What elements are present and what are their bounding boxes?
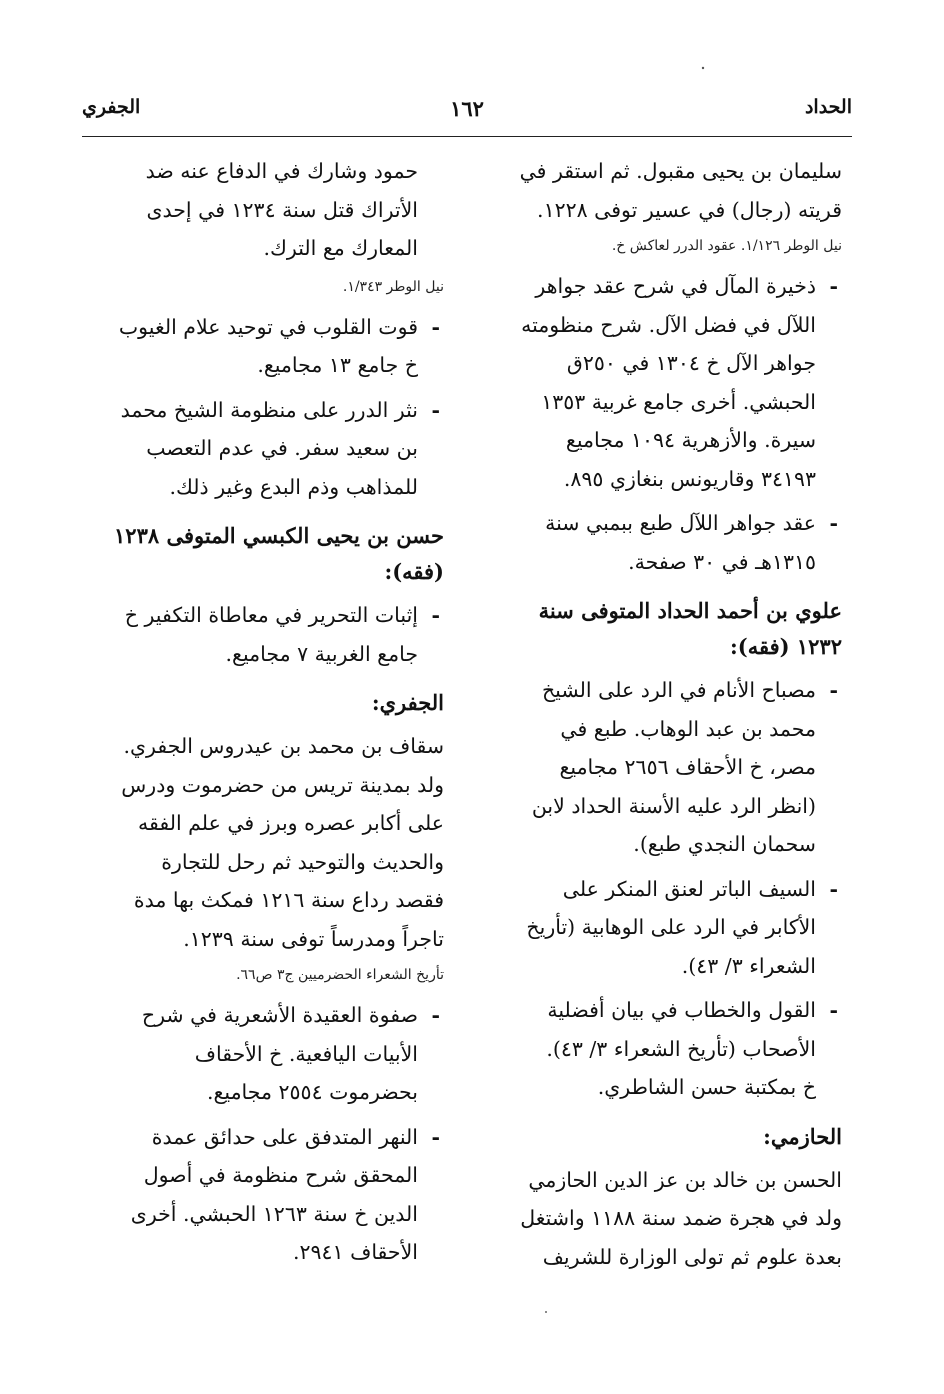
continued-entry bbox=[78, 152, 444, 268]
work-item bbox=[78, 391, 444, 507]
text-line: الحسن بن خالد بن عز الدين الحازمي bbox=[528, 1167, 842, 1192]
text-line: صفوة العقيدة الأشعرية في شرح bbox=[141, 1003, 418, 1027]
biography bbox=[78, 727, 444, 958]
text-line: فقصد رداع سنة ١٢١٦ فمكث بها مدة bbox=[133, 888, 444, 912]
bullet-dash: - bbox=[829, 511, 838, 535]
section-heading: الحازمي: bbox=[763, 1123, 842, 1149]
work-item bbox=[78, 308, 444, 385]
header-left-name: الجفري bbox=[82, 96, 141, 118]
continued-entry bbox=[470, 152, 842, 229]
source-note: نيل الوطر ١/٣٤٣. bbox=[342, 278, 444, 295]
text-line: الأكابر في الرد على الوهابية (تأريخ bbox=[526, 915, 816, 939]
text-line: والحديث والتوحيد ثم رحل للتجارة bbox=[161, 849, 444, 874]
text-line: الشعراء ٣/ ٤٣). bbox=[681, 953, 816, 978]
text-line: الحبشي. أخرى جامع غربية ١٣٥٣ bbox=[541, 389, 816, 414]
text-line: المحقق شرح منظومة في أصول bbox=[143, 1163, 418, 1187]
text-line: النهر المتدفق على حدائق عمدة bbox=[151, 1124, 418, 1149]
bullet-dash: - bbox=[431, 314, 440, 339]
bullet-dash: - bbox=[431, 1003, 440, 1027]
text-line: جواهر الآل خ ١٣٠٤ في ٢٥٠ق bbox=[566, 351, 816, 375]
left-column bbox=[78, 152, 444, 1278]
text-line: الدين خ سنة ١٢٦٣ الحبشي. أخرى bbox=[130, 1201, 418, 1226]
header-right-name: الحداد bbox=[804, 96, 852, 118]
bullet-dash: - bbox=[829, 274, 838, 298]
text-line: ١٣١٥هـ في ٣٠ صفحة. bbox=[628, 549, 816, 574]
heading-line: (فقه): bbox=[384, 559, 444, 584]
work-item bbox=[78, 596, 444, 673]
text-line: ولد في هجرة ضمد سنة ١١٨٨ واشتغل bbox=[520, 1206, 842, 1230]
text-line: السيف الباتر لعنق المنكر على bbox=[562, 876, 816, 901]
header-rule bbox=[82, 136, 852, 137]
work-item bbox=[78, 1118, 444, 1272]
heading-line: حسن بن يحيى الكبسي المتوفى ١٢٣٨ bbox=[114, 523, 444, 548]
source-note: تأريخ الشعراء الحضرميين ج٣ ص٦٦. bbox=[236, 967, 444, 983]
text-line: خ جامع ١٣ مجاميع. bbox=[257, 353, 418, 377]
text-line: قريته (رجال) في عسير توفى ١٢٢٨. bbox=[537, 197, 842, 222]
running-header bbox=[82, 96, 852, 130]
bullet-dash: - bbox=[829, 678, 838, 702]
bullet-dash: - bbox=[431, 603, 440, 627]
text-line: على أكابر عصره وبرز في علم الفقه bbox=[137, 811, 444, 835]
text-line: سليمان بن يحيى مقبول. ثم استقر في bbox=[519, 159, 842, 183]
text-line: سقاف بن محمد بن عيدروس الجفري. bbox=[123, 734, 444, 758]
bullet-dash: - bbox=[829, 998, 838, 1022]
text-line: سحمان النجدي طبع). bbox=[633, 832, 816, 856]
text-line: اللآل في فضل الآل. شرح منظومته bbox=[521, 312, 816, 337]
text-line: بحضرموت ٢٥٥٤ مجاميع. bbox=[206, 1080, 418, 1104]
work-item bbox=[470, 671, 842, 864]
section-heading: الجفري: bbox=[371, 690, 444, 715]
right-column bbox=[470, 152, 842, 1276]
text-line: تاجراً ومدرساً توفى سنة ١٢٣٩. bbox=[183, 926, 444, 951]
text-line: محمد بن عبد الوهاب. طبع في bbox=[560, 716, 816, 741]
text-line: القول والخطاب في بيان أفضلية bbox=[547, 998, 816, 1022]
work-item bbox=[78, 996, 444, 1112]
heading-line: علوي بن أحمد الحداد المتوفى سنة bbox=[538, 598, 842, 623]
bullet-dash: - bbox=[829, 876, 838, 901]
page-number: ١٦٢ bbox=[450, 96, 484, 121]
text-line: خ بمكتبة حسن الشاطري. bbox=[597, 1075, 816, 1099]
work-item bbox=[470, 870, 842, 986]
text-line: قوت القلوب في توحيد علام الغيوب bbox=[118, 314, 418, 339]
text-line: الأتراك قتل سنة ١٢٣٤ في إحدى bbox=[146, 197, 418, 222]
text-line: ولد بمدينة تريس من حضرموت ودرس bbox=[121, 772, 444, 797]
text-line: الأحقاف ٢٩٤١. bbox=[292, 1240, 418, 1264]
biography bbox=[470, 1161, 842, 1277]
text-line: مصباح الأنام في الرد على الشيخ bbox=[541, 678, 816, 702]
text-line: نثر الدرر على منظومة الشيخ محمد bbox=[120, 397, 418, 422]
work-item bbox=[470, 267, 842, 498]
author-heading bbox=[470, 593, 842, 665]
work-item bbox=[470, 991, 842, 1107]
text-line: ٣٤١٩٣ وقاريونس بنغازي ٨٩٥. bbox=[563, 466, 816, 491]
text-line: ذخيرة المآل في شرح عقد جواهر bbox=[535, 274, 816, 298]
text-line: للمذاهب وذم البدع وغير ذلك. bbox=[169, 474, 418, 499]
bullet-dash: - bbox=[431, 397, 440, 422]
text-line: حمود وشارك في الدفاع عنه ضد bbox=[145, 159, 418, 183]
text-line: بن سعيد سفر. في عدم التعصب bbox=[146, 436, 418, 460]
text-line: جامع الغربية ٧ مجاميع. bbox=[225, 641, 418, 666]
text-line: عقد جواهر اللآل طبع ببمبي سنة bbox=[545, 511, 816, 535]
text-line: الأصحاب (تأريخ الشعراء ٣/ ٤٣). bbox=[546, 1036, 816, 1061]
text-line: بعدة علوم ثم تولى الوزارة للشريف bbox=[542, 1244, 842, 1269]
text-line: الأبيات اليافعية. خ الأحقاف bbox=[194, 1041, 418, 1066]
heading-line: ١٢٣٢ (فقه): bbox=[730, 634, 842, 659]
text-line: إثبات التحرير في معاطاة التكفير خ bbox=[124, 603, 418, 627]
text-line: سيرة. والأزهرية ١٠٩٤ مجاميع bbox=[565, 428, 816, 452]
work-item bbox=[470, 504, 842, 581]
text-line: (انظر الرد عليه الأسنة الحداد لابن bbox=[531, 793, 816, 818]
author-heading bbox=[78, 518, 444, 590]
text-line: مصر، خ الأحقاف ٢٦٥٦ مجاميع bbox=[559, 755, 816, 779]
text-line: المعارك مع الترك. bbox=[263, 236, 418, 260]
bullet-dash: - bbox=[431, 1124, 440, 1149]
source-note: نيل الوطر ١/١٢٦. عقود الدرر لعاكش خ. bbox=[611, 238, 842, 254]
